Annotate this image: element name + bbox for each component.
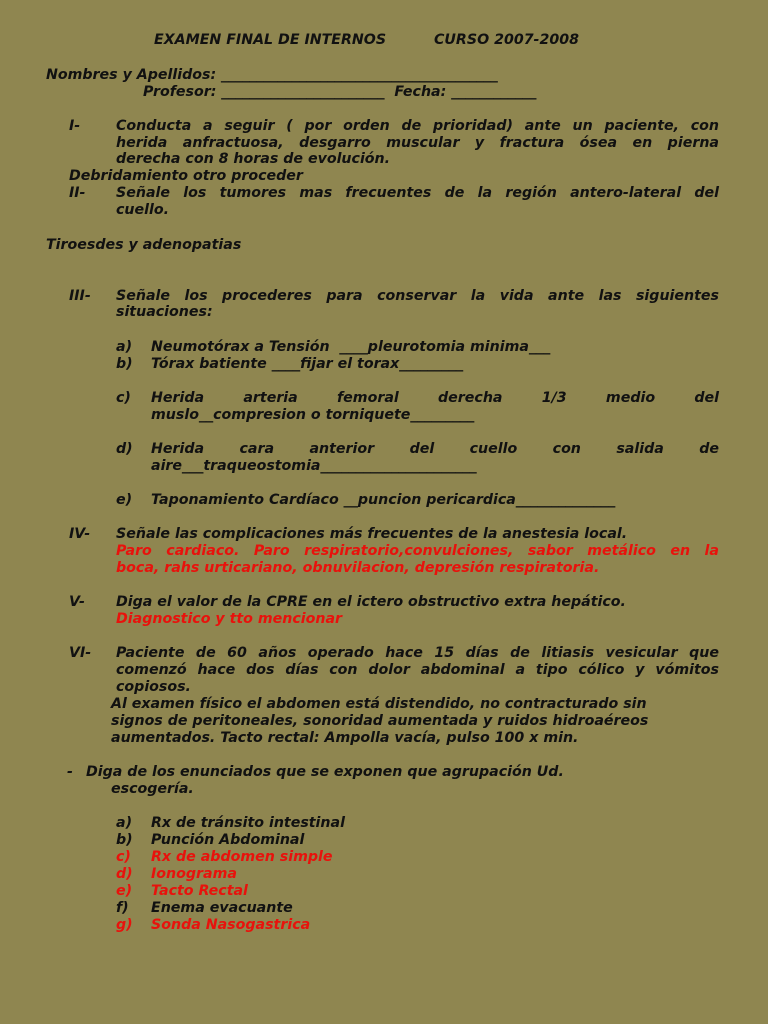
question-2-text-line: cuello. xyxy=(116,202,169,218)
prompt-dash: - xyxy=(67,764,73,780)
question-6-exam-line: Al examen físico el abdomen está distendido, no contracturado sin xyxy=(111,696,647,712)
course-year: CURSO 2007-2008 xyxy=(434,32,579,48)
question-5-number: V- xyxy=(69,594,85,610)
question-6-number: VI- xyxy=(69,645,92,661)
names-field-line: Nombres y Apellidos: _______________________________________ xyxy=(46,67,498,83)
question-1-text-line: herida anfractuosa, desgarro muscular y fractura ósea en pierna xyxy=(116,135,719,151)
option-letter: a) xyxy=(116,815,133,831)
option-letter: e) xyxy=(116,883,133,899)
option-letter: d) xyxy=(116,866,133,882)
item-letter: c) xyxy=(116,390,131,406)
item-letter: e) xyxy=(116,492,133,508)
question-3-number: III- xyxy=(69,288,91,304)
item-3c-text: muslo__compresion o torniquete_________ xyxy=(151,407,475,423)
question-2-number: II- xyxy=(69,185,86,201)
option-d: Ionograma xyxy=(151,866,237,882)
option-letter: b) xyxy=(116,832,133,848)
item-letter: b) xyxy=(116,356,133,372)
question-6-prompt-line: Diga de los enunciados que se exponen que agrupación Ud. xyxy=(86,764,564,780)
question-4-answer-line: boca, rahs urticariano, obnuvilacion, depresión respiratoria. xyxy=(116,560,600,576)
question-3-text-line: situaciones: xyxy=(116,304,213,320)
option-b: Punción Abdominal xyxy=(151,832,305,848)
question-4-number: IV- xyxy=(69,526,91,542)
item-letter: a) xyxy=(116,339,133,355)
item-3e-text: Taponamiento Cardíaco __puncion pericardica______________ xyxy=(151,492,616,508)
question-6-exam-line: aumentados. Tacto rectal: Ampolla vacía, pulso 100 x min. xyxy=(111,730,579,746)
question-6-prompt-line: escogería. xyxy=(111,781,194,797)
option-f: Enema evacuante xyxy=(151,900,293,916)
question-1-number: I- xyxy=(69,118,81,134)
question-4-answer-line: Paro cardiaco. Paro respiratorio,convulciones, sabor metálico en la xyxy=(116,543,719,559)
question-1-answer: Debridamiento otro proceder xyxy=(69,168,303,184)
option-a: Rx de tránsito intestinal xyxy=(151,815,345,831)
item-letter: d) xyxy=(116,441,133,457)
item-3a-text: Neumotórax a Tensión ____pleurotomia minima___ xyxy=(151,339,551,355)
item-3b-text: Tórax batiente ____fijar el torax_________ xyxy=(151,356,464,372)
question-6-text-line: copiosos. xyxy=(116,679,191,695)
teacher-date-line: Profesor: _______________________ Fecha: ____________ xyxy=(143,84,537,100)
option-letter: f) xyxy=(116,900,129,916)
question-3-text-line: Señale los procederes para conservar la vida ante las siguientes xyxy=(116,288,719,304)
question-6-text-line: Paciente de 60 años operado hace 15 días de litiasis vesicular que xyxy=(116,645,719,661)
item-3d-text: aire___traqueostomia______________________ xyxy=(151,458,477,474)
question-1-text-line: derecha con 8 horas de evolución. xyxy=(116,151,391,167)
option-letter: g) xyxy=(116,917,133,933)
option-e: Tacto Rectal xyxy=(151,883,248,899)
question-2-text-line: Señale los tumores mas frecuentes de la región antero-lateral del xyxy=(116,185,719,201)
question-6-text-line: comenzó hace dos días con dolor abdominal a tipo cólico y vómitos xyxy=(116,662,719,678)
item-3d-text: Herida cara anterior del cuello con salida de xyxy=(151,441,719,457)
question-4-text: Señale las complicaciones más frecuentes de la anestesia local. xyxy=(116,526,628,542)
question-2-answer: Tiroesdes y adenopatias xyxy=(46,237,242,253)
question-1-text-line: Conducta a seguir ( por orden de prioridad) ante un paciente, con xyxy=(116,118,719,134)
question-6-exam-line: signos de peritoneales, sonoridad aumentada y ruidos hidroaéreos xyxy=(111,713,649,729)
item-3c-text: Herida arteria femoral derecha 1/3 medio del xyxy=(151,390,719,406)
option-c: Rx de abdomen simple xyxy=(151,849,333,865)
option-g: Sonda Nasogastrica xyxy=(151,917,311,933)
question-5-answer: Diagnostico y tto mencionar xyxy=(116,611,343,627)
question-5-text: Diga el valor de la CPRE en el ictero obstructivo extra hepático. xyxy=(116,594,626,610)
option-letter: c) xyxy=(116,849,131,865)
exam-title: EXAMEN FINAL DE INTERNOS xyxy=(154,32,387,48)
